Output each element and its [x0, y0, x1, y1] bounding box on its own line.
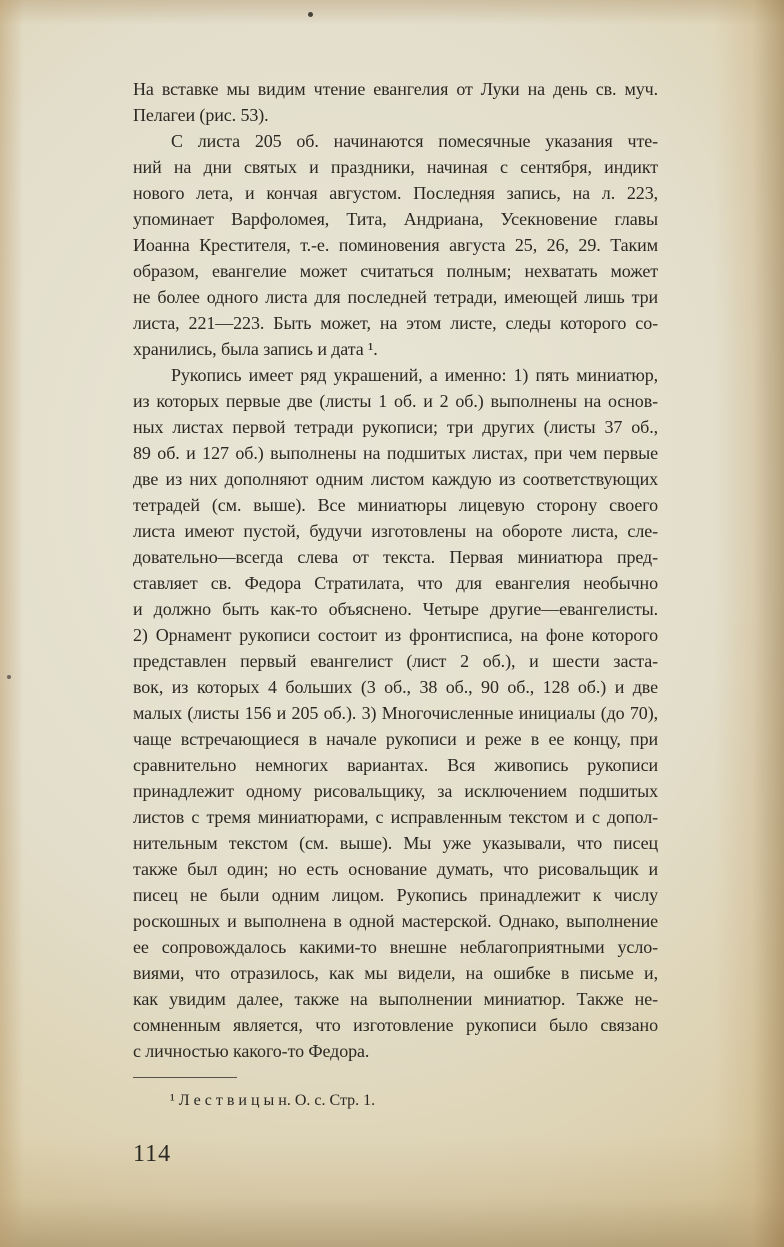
text-line: ний на дни святых и праздники, начиная с сентября, индикт	[133, 157, 658, 177]
text-line: чаще встречающиеся в начале рукописи и реже в ее концу, при	[133, 729, 658, 749]
footnote-divider	[133, 1077, 237, 1078]
text-line: нительным текстом (см. выше). Мы уже указывали, что писец	[133, 833, 658, 853]
page-number: 114	[133, 1141, 172, 1167]
text-line: не более одного листа для последней тетради, имеющей лишь три	[133, 287, 658, 307]
text-line: Рукопись имеет ряд украшений, а именно: 1) пять миниатюр,	[171, 365, 658, 385]
text-line: и должно быть как-то объяснено. Четыре другие—евангелисты.	[133, 599, 658, 619]
text-line: образом, евангелие может считаться полным; нехватать может	[133, 261, 658, 281]
text-line: Иоанна Крестителя, т.-е. поминовения августа 25, 26, 29. Таким	[133, 235, 658, 255]
footnote: ¹ Л е с т в и ц ы н. О. с. Стр. 1.	[170, 1092, 376, 1109]
ink-speck	[308, 12, 313, 17]
text-line: также был один; но есть основание думать, что рисовальщик и	[133, 859, 658, 879]
text-line: как увидим далее, также на выполнении миниатюр. Также не-	[133, 989, 658, 1009]
text-line: упоминает Варфоломея, Тита, Андриана, Усекновение главы	[133, 209, 658, 229]
text-line: тетрадей (см. выше). Все миниатюры лицевую сторону своего	[133, 495, 658, 515]
text-line: нового лета, и кончая августом. Последняя запись, на л. 223,	[133, 183, 658, 203]
text-line: листов с тремя миниатюрами, с исправленным текстом и с допол-	[133, 807, 658, 827]
text-line: две из них дополняют одним листом каждую из соответствующих	[133, 469, 658, 489]
text-line: Пелагеи (рис. 53).	[133, 105, 269, 125]
text-line: На вставке мы видим чтение евангелия от Луки на день св. муч.	[133, 79, 658, 99]
text-line: вок, из которых 4 больших (3 об., 38 об., 90 об., 128 об.) и две	[133, 677, 658, 697]
text-line: довательно—всегда слева от текста. Первая миниатюра пред-	[133, 547, 658, 567]
text-line: из которых первые две (листы 1 об. и 2 об.) выполнены на основ-	[133, 391, 658, 411]
text-line: писец не были одним лицом. Рукопись принадлежит к числу	[133, 885, 658, 905]
text-line: 2) Орнамент рукописи состоит из фронтисписа, на фоне которого	[133, 625, 658, 645]
text-line: сравнительно немногих вариантах. Вся живопись рукописи	[133, 755, 658, 775]
text-line: ее сопровождалось какими-то внешне неблагоприятными усло-	[133, 937, 658, 957]
text-line: с личностью какого-то Федора.	[133, 1041, 370, 1061]
text-line: малых (листы 156 и 205 об.). 3) Многочисленные инициалы (до 70),	[133, 703, 658, 723]
text-line: 89 об. и 127 об.) выполнены на подшитых листах, при чем первые	[133, 443, 658, 463]
text-line: ных листах первой тетради рукописи; три других (листы 37 об.,	[133, 417, 658, 437]
text-line: листа, 221—223. Быть может, на этом листе, следы которого со-	[133, 313, 658, 333]
text-line: хранились, была запись и дата ¹.	[133, 339, 378, 359]
text-line: ставляет св. Федора Стратилата, что для евангелия необычно	[133, 573, 658, 593]
text-block	[133, 76, 658, 1064]
text-line: представлен первый евангелист (лист 2 об.), и шести заста-	[133, 651, 658, 671]
text-line: принадлежит одному рисовальщику, за исключением подшитых	[133, 781, 658, 801]
text-line: листа имеют пустой, будучи изготовлены на обороте листа, сле-	[133, 521, 658, 541]
text-line: виями, что отразилось, как мы видели, на ошибке в письме и,	[133, 963, 658, 983]
text-line: сомненным является, что изготовление рукописи было связано	[133, 1015, 658, 1035]
ink-speck	[7, 675, 11, 679]
text-line: роскошных и выполнена в одной мастерской. Однако, выполнение	[133, 911, 658, 931]
text-line: С листа 205 об. начинаются помесячные указания чте-	[171, 131, 658, 151]
